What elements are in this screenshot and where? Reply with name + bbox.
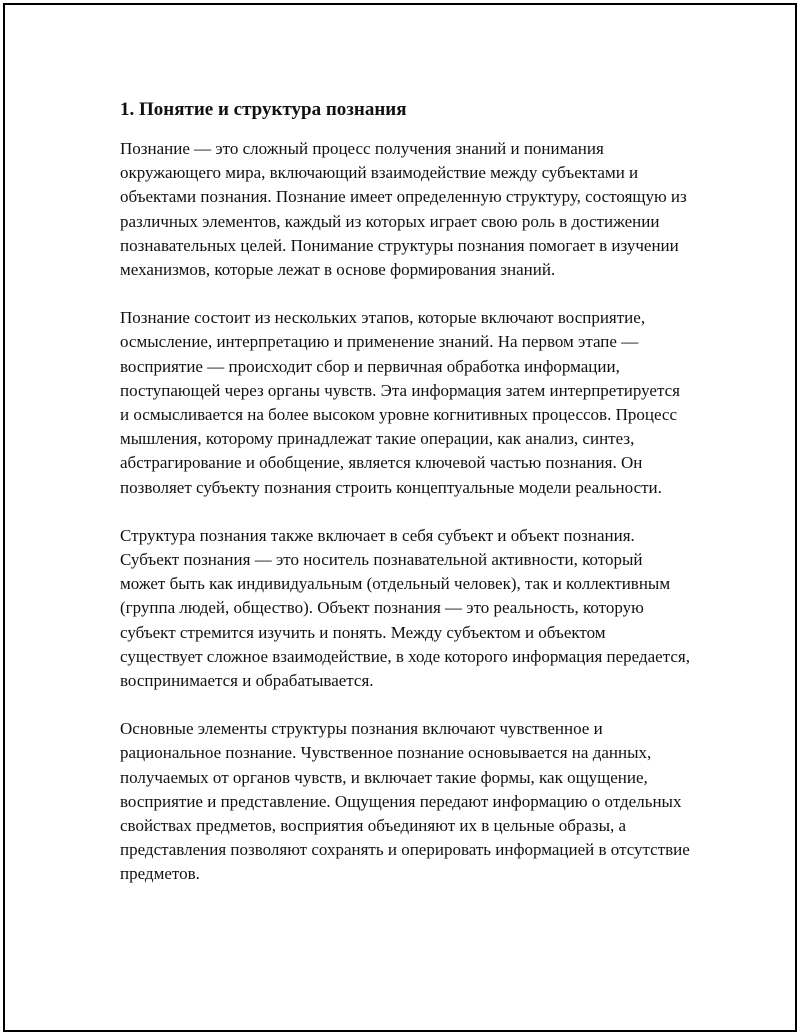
section-heading: 1. Понятие и структура познания: [120, 99, 407, 120]
document-content: [120, 97, 690, 911]
paragraph-4: Основные элементы структуры познания включают чувственное и рациональное познание. Чувственное познание основывается на данных, получаемых от органов чувств, и включает такие формы, как ощущение, восприятие и представление. Ощущения передают информацию о отдельных свойствах предметов, восприятия объединяют их в цельные образы, а представления позволяют сохранять и оперировать информацией в отсутствие предметов.: [120, 719, 690, 884]
paragraph-2: Познание состоит из нескольких этапов, которые включают восприятие, осмысление, интерпретацию и применение знаний. На первом этапе — восприятие — происходит сбор и первичная обработка информации, поступающей через органы чувств. Эта информация затем интерпретируется и осмысливается на более высоком уровне когнитивных процессов. Процесс мышления, которому принадлежат такие операции, как анализ, синтез, абстрагирование и обобщение, является ключевой частью познания. Он позволяет субъекту познания строить концептуальные модели реальности.: [120, 308, 680, 497]
paragraph-3: Структура познания также включает в себя субъект и объект познания. Субъект познания — это носитель познавательной активности, который может быть как индивидуальным (отдельный человек), так и коллективным (группа людей, общество). Объект познания — это реальность, которую субъект стремится изучить и понять. Между субъектом и объектом существует сложное взаимодействие, в ходе которого информация передается, воспринимается и обрабатывается.: [120, 525, 690, 691]
paragraph-1: Познание — это сложный процесс получения знаний и понимания окружающего мира, включающий взаимодействие между субъектами и объектами познания. Познание имеет определенную структуру, состоящую из различных элементов, каждый из которых играет свою роль в достижении познавательных целей. Понимание структуры познания помогает в изучении механизмов, которые лежат в основе формирования знаний.: [120, 139, 687, 280]
document-page: [3, 3, 797, 1032]
